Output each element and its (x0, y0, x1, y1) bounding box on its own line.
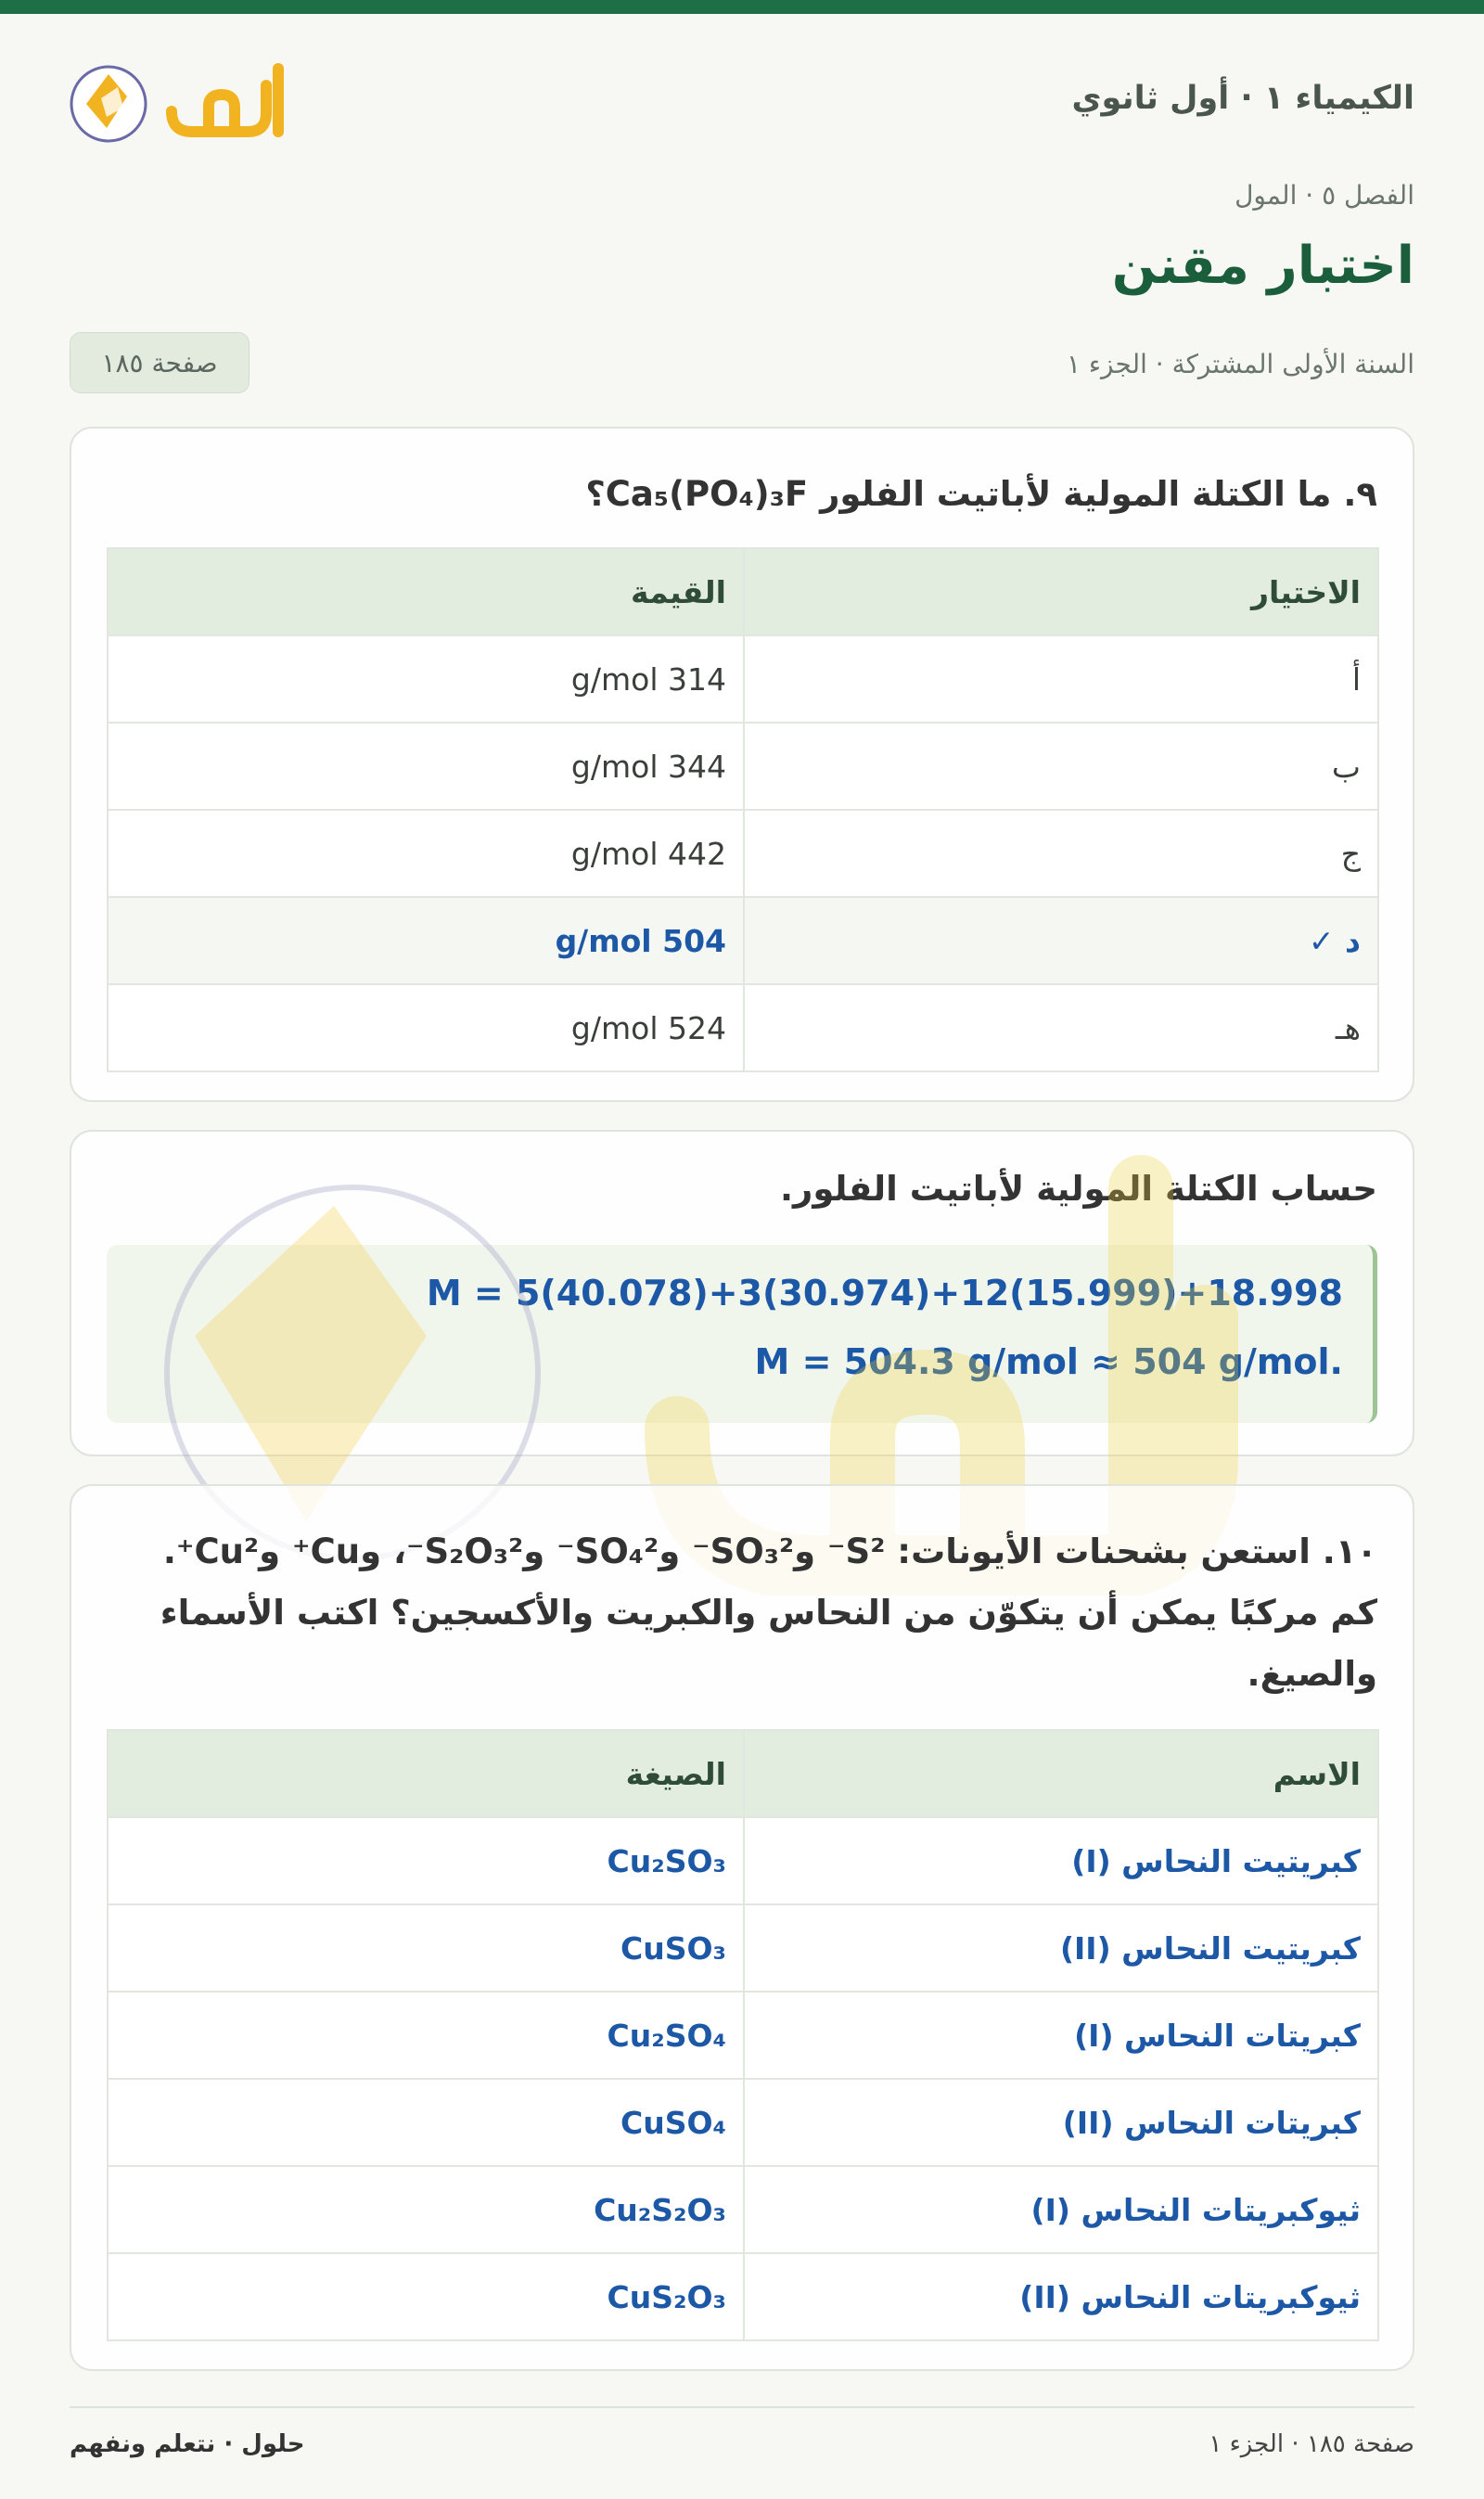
correct-answer-row (108, 897, 1378, 984)
formula-cell: CuSO₃ (108, 1904, 744, 1992)
table-row (108, 2079, 1378, 2166)
hulul-logo (70, 56, 311, 148)
question-9-table (107, 547, 1379, 1072)
value-cell: 344 g/mol (108, 723, 744, 810)
compound-name-cell: كبريتيت النحاس (II) (744, 1904, 1378, 1992)
table-row (108, 2253, 1378, 2340)
course-meta: السنة الأولى المشتركة · الجزء ١ (1066, 349, 1414, 379)
value-cell: 524 g/mol (108, 984, 744, 1071)
value-cell: 314 g/mol (108, 635, 744, 723)
table-row (108, 1904, 1378, 1992)
table-row (108, 635, 1378, 723)
compound-name-cell: كبريتات النحاس (II) (744, 2079, 1378, 2166)
table-header-row (108, 548, 1378, 635)
formula-cell: Cu₂SO₄ (108, 1992, 744, 2079)
choice-cell: ج (744, 810, 1378, 897)
choice-cell: ب (744, 723, 1378, 810)
question-10-table (107, 1729, 1379, 2341)
page-header (70, 56, 1414, 148)
footer-page-info: صفحة ١٨٥ · الجزء ١ (1209, 2430, 1414, 2458)
question-10-card (70, 1484, 1414, 2371)
value-cell: 442 g/mol (108, 810, 744, 897)
table-row (108, 1817, 1378, 1904)
choice-header: الاختيار (744, 548, 1378, 635)
formula-cell: Cu₂SO₃ (108, 1817, 744, 1904)
choice-cell: أ (744, 635, 1378, 723)
table-header-row (108, 1730, 1378, 1817)
formula-cell: CuSO₄ (108, 2079, 744, 2166)
compound-name-cell: ثيوكبريتات النحاس (I) (744, 2166, 1378, 2253)
page-title: اختبار مقنن (1111, 236, 1414, 296)
formula-cell: Cu₂S₂O₃ (108, 2166, 744, 2253)
name-header: الاسم (744, 1730, 1378, 1817)
compound-name-cell: كبريتيت النحاس (I) (744, 1817, 1378, 1904)
table-row (108, 984, 1378, 1071)
compound-name-cell: كبريتات النحاس (I) (744, 1992, 1378, 2079)
compound-name-cell: ثيوكبريتات النحاس (II) (744, 2253, 1378, 2340)
chapter-label: الفصل ٥ · المول (1235, 180, 1414, 211)
value-header: القيمة (108, 548, 744, 635)
page-number-badge: صفحة ١٨٥ (70, 332, 249, 393)
table-row (108, 2166, 1378, 2253)
table-row (108, 723, 1378, 810)
question-9-text: ٩. ما الكتلة المولية لأباتيت الفلور Ca₅(PO₄)₃F؟ (585, 474, 1377, 514)
calculation-title: حساب الكتلة المولية لأباتيت الفلور. (779, 1169, 1377, 1209)
footer-divider (70, 2406, 1414, 2408)
formula-header: الصيغة (108, 1730, 744, 1817)
choice-cell: د ✓ (744, 897, 1378, 984)
calculation-line-1: M = 5(40.078)+3(30.974)+12(15.999)+18.998 (426, 1273, 1343, 1314)
table-row (108, 810, 1378, 897)
footer-brand: حلول · نتعلم ونفهم (70, 2430, 305, 2458)
question-10-text: ١٠. استعن بشحنات الأيونات: S²⁻ وSO₃²⁻ وSO₄²⁻ وS₂O₃²⁻، وCu⁺ وCu²⁺. كم مركبًا يمكن أن يتكوّن من النحاس والكبريت والأكسجين؟ اكتب الأسماء والصيغ. (160, 1531, 1377, 1694)
formula-cell: CuS₂O₃ (108, 2253, 744, 2340)
subject-title: الكيمياء ١ · أول ثانوي (1071, 80, 1414, 117)
choice-cell: هـ (744, 984, 1378, 1071)
value-cell: 504 g/mol (108, 897, 744, 984)
top-accent-bar (0, 0, 1484, 14)
calculation-line-2: M = 504.3 g/mol ≈ 504 g/mol. (754, 1341, 1343, 1382)
question-9-card (70, 427, 1414, 1102)
table-row (108, 1992, 1378, 2079)
